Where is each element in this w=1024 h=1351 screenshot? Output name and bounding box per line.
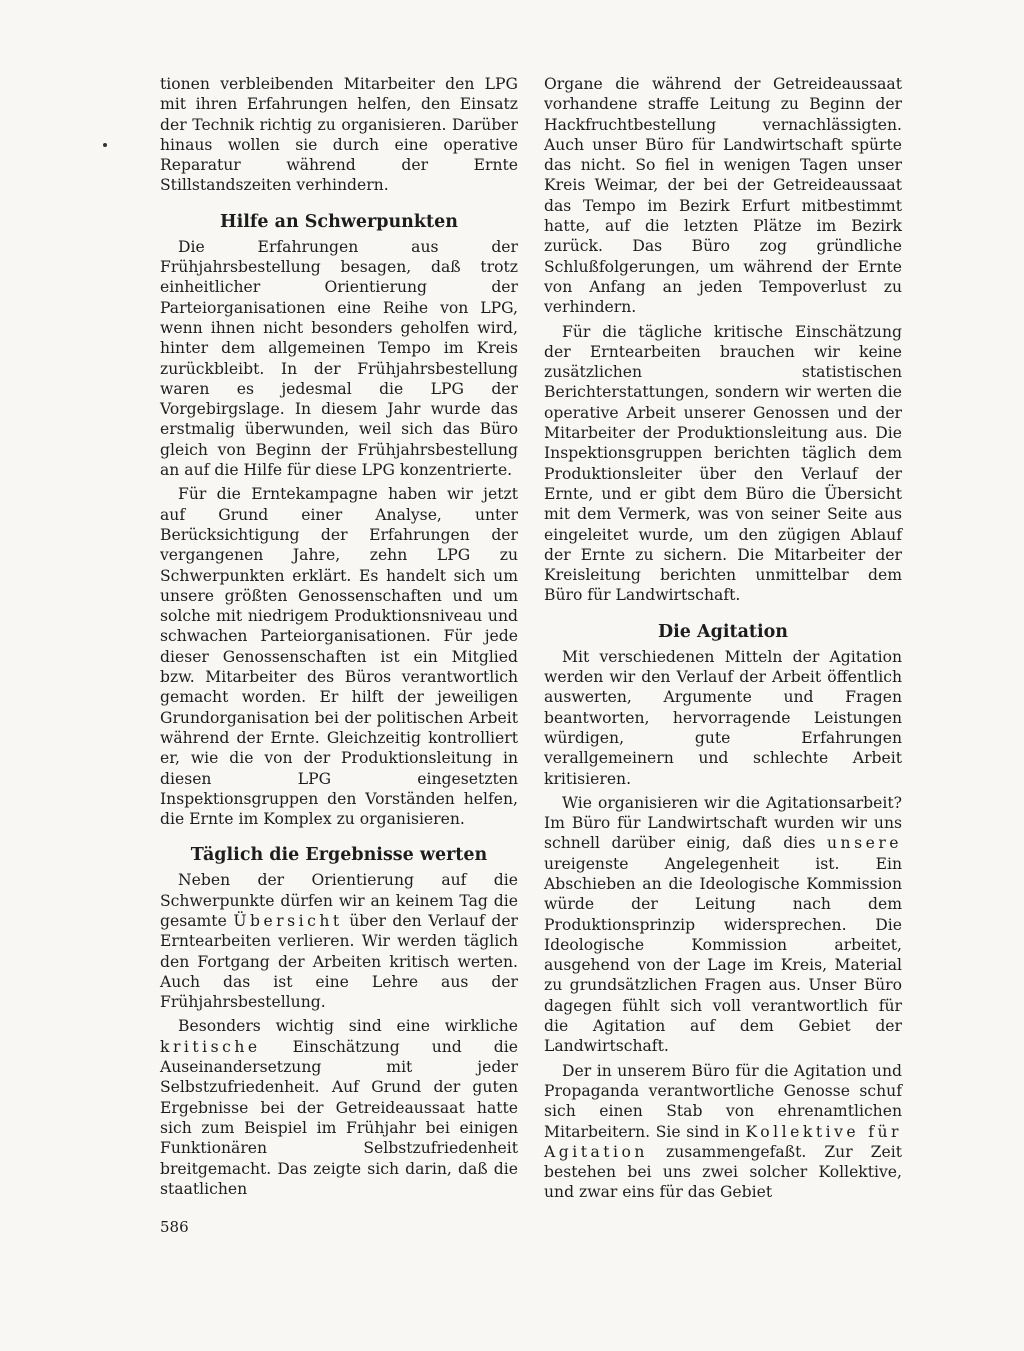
page-number: 586 [160, 1218, 189, 1236]
left-column [160, 74, 518, 1199]
section-heading: Hilfe an Schwerpunkten [220, 211, 458, 232]
paragraph: Die Erfahrungen aus der Frühjahrsbestellung besagen, daß trotz einheitlicher Orientierung der Parteiorganisationen eine Reihe von LPG, wenn ihnen nicht besonders geholfen wird, hinter dem allgemeinen Tempo im Kreis zurückbleibt. In der Frühjahrsbestellung waren es jedesmal die LPG der Vorgebirgslage. In diesem Jahr wurde das erstmalig überwunden, weil sich das Büro gleich von Beginn der Frühjahrsbestellung an auf die Hilfe für diese LPG konzentrierte. [160, 237, 518, 480]
paragraph: Organe die während der Getreideaussaat vorhandene straffe Leitung zu Beginn der Hackfruchtbestellung vernachlässigten. Auch unser Büro für Landwirtschaft spürte das nicht. So fiel in wenigen Tagen unser Kreis Weimar, der bei der Getreideaussaat das Tempo im Bezirk Erfurt mitbestimmt hatte, auf die letzten Plätze im Bezirk zurück. Das Büro zog gründliche Schlußfolgerungen, um während der Ernte von Anfang an jeden Tempoverlust zu verhindern. [544, 75, 902, 317]
paragraph: Der in unserem Büro für die Agitation und Propaganda verantwortliche Genosse schuf sich einen Stab von ehrenamtlichen Mitarbeitern. Sie sind in Kollektive für Agitation zusammengefaßt. Zur Zeit bestehen bei uns zwei solcher Kollektive, und zwar eins für das Gebiet [544, 1061, 902, 1202]
spaced-emphasis: Kollektive für Agitation [544, 1122, 902, 1161]
spaced-emphasis: kritische [160, 1037, 261, 1056]
paragraph: Für die tägliche kritische Einschätzung der Erntearbeiten brauchen wir keine zusätzlichen statistischen Berichterstattungen, sondern wir werten die operative Arbeit unserer Genossen und der Mitarbeiter der Produktionsleitung aus. Die Inspektionsgruppen berichten täglich dem Produktionsleiter über den Verlauf der Ernte, und er gibt dem Büro die Übersicht mit dem Vermerk, was von seiner Seite aus eingeleitet wurde, um den zügigen Ablauf der Ernte zu sichern. Die Mitarbeiter der Kreisleitung berichten unmittelbar dem Büro für Landwirtschaft. [544, 322, 902, 605]
spaced-emphasis: unsere [827, 834, 902, 853]
section-heading: Die Agitation [657, 621, 789, 642]
paragraph: Mit verschiedenen Mitteln der Agitation werden wir den Verlauf der Arbeit öffentlich auswerten, Argumente und Fragen beantworten, hervorragende Leistungen würdigen, gute Erfahrungen verallgemeinern und schlechte Arbeit kritisieren. [544, 647, 902, 788]
paragraph: Für die Erntekampagne haben wir jetzt auf Grund einer Analyse, unter Berücksichtigung der Erfahrungen der vergangenen Jahre, zehn LPG zu Schwerpunkten erklärt. Es handelt sich um unsere größten Genossenschaften und um solche mit niedrigem Produktionsniveau und schwachen Parteiorganisationen. Für jede dieser Genossenschaften ist ein Mitglied bzw. Mitarbeiter des Büros verantwortlich gemacht worden. Er hilft der jeweiligen Grundorganisation bei der politischen Arbeit während der Ernte. Gleichzeitig kontrolliert er, wie die von der Produktionsleitung in diesen LPG eingesetzten Inspektionsgruppen den Vorständen helfen, die Ernte im Komplex zu organisieren. [160, 485, 518, 829]
right-column [544, 74, 902, 1203]
paragraph: Besonders wichtig sind eine wirkliche kritische Einschätzung und die Auseinandersetzung mit jeder Selbstzufriedenheit. Auf Grund der guten Ergebnisse bei der Getreideaussaat hatte sich zum Beispiel im Frühjahr bei einigen Funktionären Selbstzufriedenheit breitgemacht. Das zeigte sich darin, daß die staatlichen [160, 1017, 518, 1198]
section-heading: Täglich die Ergebnisse werten [190, 845, 488, 866]
spaced-emphasis: Übersicht [233, 911, 343, 930]
print-speck [103, 143, 107, 147]
paragraph: Wie organisieren wir die Agitationsarbeit? Im Büro für Landwirtschaft wurden wir uns schnell darüber einig, daß dies unsere ureigenste Angelegenheit ist. Ein Abschieben an die Ideologische Kommission würde der Leitung nach dem Produktionsprinzip widersprechen. Die Ideologische Kommission arbeitet, ausgehend von der Lage im Kreis, Material zu grundsätzlichen Fragen aus. Unser Büro dagegen fühlt sich voll verantwortlich für die Agitation auf dem Gebiet der Landwirtschaft. [544, 793, 902, 1056]
paragraph: Neben der Orientierung auf die Schwerpunkte dürfen wir an keinem Tag die gesamte Übersicht über den Verlauf der Erntearbeiten verlieren. Wir werden täglich den Fortgang der Arbeiten kritisch werten. Auch das ist eine Lehre aus der Frühjahrsbestellung. [160, 871, 518, 1012]
paragraph: tionen verbleibenden Mitarbeiter den LPG mit ihren Erfahrungen helfen, den Einsatz der Technik richtig zu organisieren. Darüber hinaus wollen sie durch eine operative Reparatur während der Ernte Stillstandszeiten verhindern. [160, 75, 518, 195]
